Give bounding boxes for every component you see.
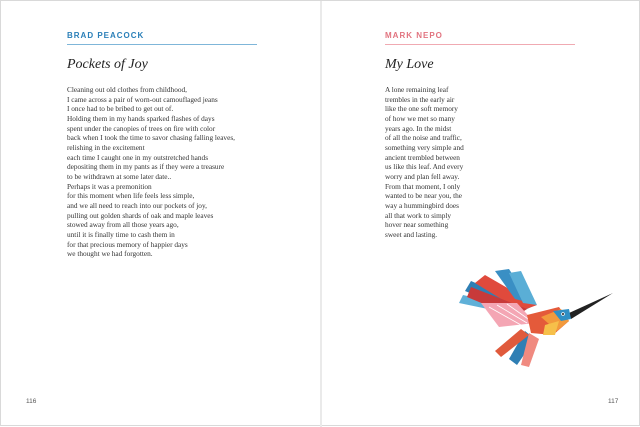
poem-line: worry and plan fell away. [385,171,460,181]
left-poem-body [67,85,235,259]
left-author-name: BRAD PEACOCK [67,31,145,40]
poem-line: all that work to simply [385,210,452,220]
poem-line: for this moment when life feels less simple, [67,191,195,201]
poem-line: spent under the canopies of trees on fire with color [67,123,216,133]
poem-line: back when I took the time to savor chasing falling leaves, [67,133,235,143]
poem-line: until it is finally time to cash them in [67,229,175,239]
left-poem-title: Pockets of Joy [67,57,148,72]
poem-line: sweet and lasting. [385,229,438,239]
right-divider-rule [385,44,575,45]
poem-line: I once had to be bribed to get out of. [67,104,174,114]
poem-line: pulling out golden shards of oak and maple leaves [67,210,214,220]
poem-line: Cleaning out old clothes from childhood, [67,85,187,94]
left-page-number: 116 [26,398,37,405]
poem-line: each time I caught one in my outstretched hands [67,152,209,162]
right-page-number: 117 [608,398,619,405]
poem-line: I came across a pair of worn-out camouflaged jeans [67,94,218,104]
right-page [321,1,640,427]
poem-line: From that moment, I only [385,181,461,191]
poem-line: depositing them in my pants as if they were a treasure [67,162,225,172]
hummingbird-illustration [457,269,617,369]
poem-line: relishing in the excitement [67,142,145,152]
poem-line: of all the noise and traffic, [385,133,462,143]
poem-line: ancient trembled between [385,152,460,162]
poem-line: hover near something [385,220,449,230]
poem-line: stowed away from all those years ago, [67,220,179,230]
poem-line: Holding them in my hands sparked flashes of days [67,113,215,123]
poem-line: of how we met so many [385,113,455,123]
poem-line: years ago. In the midst [385,123,452,133]
left-page [1,1,321,427]
poem-line: something very simple and [385,142,464,152]
poem-line: like the one soft memory [385,104,458,114]
right-poem-body [385,85,464,240]
poem-line: trembles in the early air [385,94,455,104]
poem-line: we thought we had forgotten. [67,249,153,259]
poem-line: A lone remaining leaf [385,85,449,94]
poem-line: to be withdrawn at some later date.. [67,171,172,181]
poem-line: and we all need to reach into our pockets of joy, [67,200,207,210]
poem-line: Perhaps it was a premonition [67,181,152,191]
right-poem-title: My Love [385,57,434,72]
poem-line: way a hummingbird does [385,200,459,210]
left-divider-rule [67,44,257,45]
right-author-name: MARK NEPO [385,31,443,40]
poem-line: us like this leaf. And every [385,162,464,172]
poem-line: for that precious memory of happier days [67,239,188,249]
poem-line: wanted to be near you, the [385,191,462,201]
